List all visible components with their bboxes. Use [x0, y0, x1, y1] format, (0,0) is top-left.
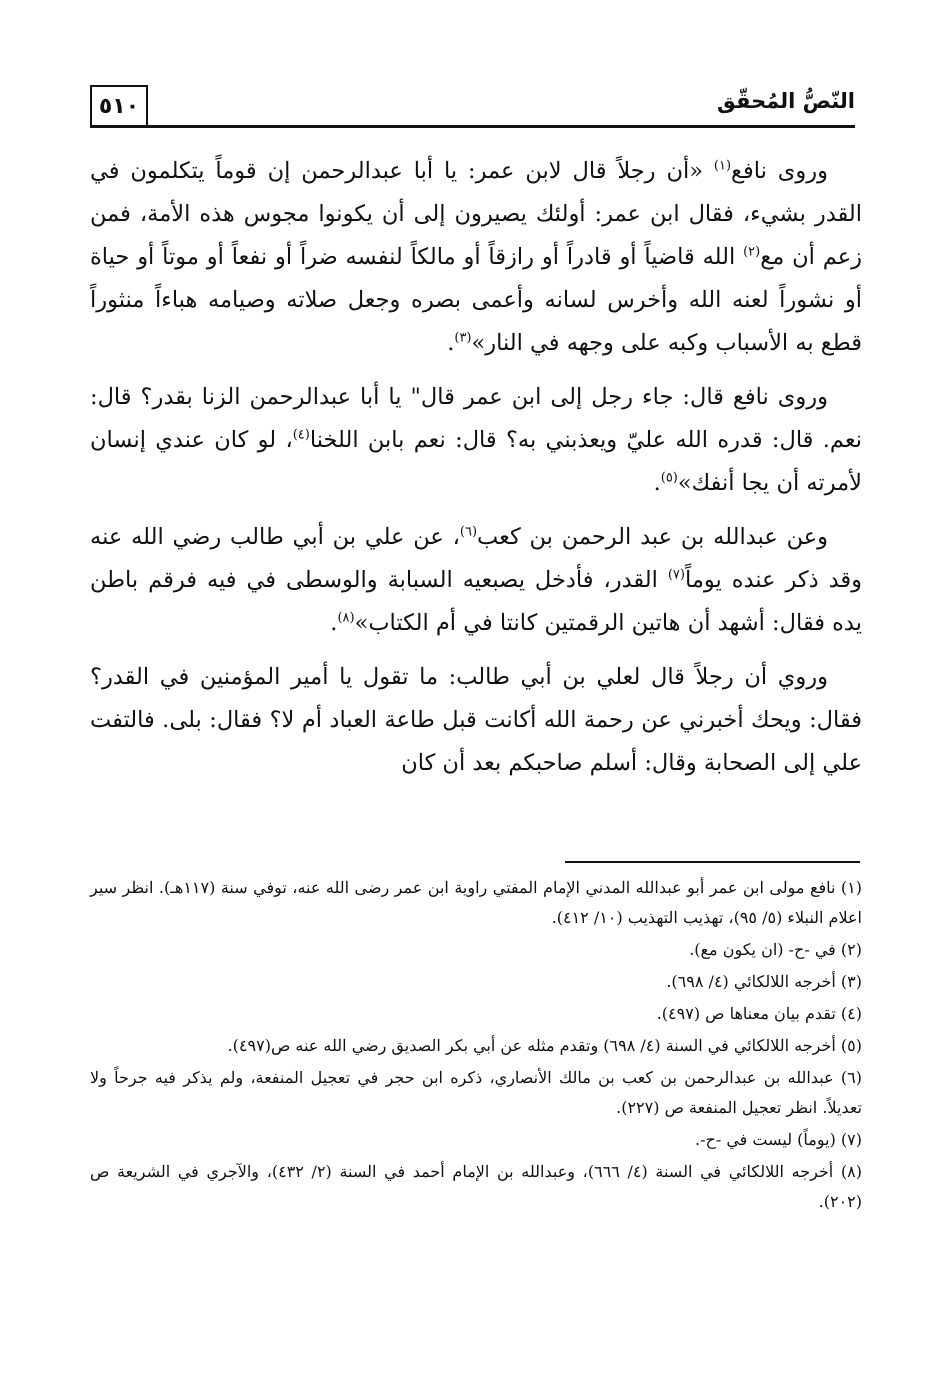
footnote-ref-3[interactable]: (٣) — [454, 330, 472, 346]
text-run: . — [653, 470, 661, 496]
footnote-4: (٤) تقدم بيان معناها ص (٤٩٧). — [656, 1004, 862, 1023]
footnote-3: (٣) أخرجه اللالكائي (٤/ ٦٩٨). — [666, 972, 862, 991]
text-run: وروى نافع — [731, 158, 828, 184]
text-run: ، لو كان عندي إنسان لأمرته أن يجا أنفك» — [90, 427, 862, 496]
footnote-ref-1[interactable]: (١) — [713, 158, 732, 174]
footnote-8: (٨) أخرجه اللالكائي في السنة (٤/ ٦٦٦)، وعبدالله بن الإمام أحمد في السنة (٢/ ٤٣٢)، والآجري في الشريعة ص (٢٠٢). — [90, 1162, 863, 1211]
text-run: وروى نافع قال: جاء رجل إلى ابن عمر قال" يا أبا عبدالرحمن الزنا بقدر؟ قال: نعم. قال: قدره الله عليّ ويعذبني به؟ قال: نعم بابن اللخنا — [90, 384, 862, 453]
footnote-1: (١) نافع مولى ابن عمر أبو عبدالله المدني الإمام المفتي راوية ابن عمر رضى الله عنه، توفي سنة (١١٧هـ). انظر سير اعلام النبلاء (٥/ ٩٥)، تهذيب التهذيب (١٠/ ٤١٢). — [90, 878, 862, 927]
footnote-6: (٦) عبدالله بن عبدالرحمن بن كعب بن مالك الأنصاري، ذكره ابن حجر في تعجيل المنفعة، ولم يذكر فيه جرحاً ولا تعديلاً. انظر تعجيل المنفعة ص (٢٢٧). — [90, 1068, 862, 1117]
text-run: . — [447, 330, 455, 356]
paragraph-1 — [90, 150, 862, 365]
footnote-ref-6[interactable]: (٦) — [459, 524, 478, 540]
footnote-ref-8[interactable]: (٨) — [337, 610, 355, 626]
page-header — [90, 85, 855, 129]
paragraph-4 — [90, 656, 862, 785]
footnote-2: (٢) في -ح- (ان يكون مع). — [689, 940, 862, 959]
text-run: القدر، فأدخل يصبعيه السبابة والوسطى في فيه فرقم باطن يده فقال: أشهد أن هاتين الرقمتين كانتا في أم الكتاب» — [90, 567, 862, 636]
footnote-ref-7[interactable]: (٧) — [667, 567, 685, 583]
text-run: وعن عبدالله بن عبد الرحمن بن كعب — [477, 524, 828, 550]
page-number: ٥١٠ — [90, 85, 148, 125]
text-run: ، عن علي بن أبي طالب رضي الله عنه وقد ذكر عنده يوماً — [90, 524, 863, 593]
header-rule — [90, 125, 855, 128]
footnotes — [90, 873, 862, 1219]
running-title: النّصُّ المُحقّق — [717, 89, 855, 113]
footnote-5: (٥) أخرجه اللالكائي في السنة (٤/ ٦٩٨) وتقدم مثله عن أبي بكر الصديق رضي الله عنه ص(٤٩٧). — [227, 1036, 862, 1055]
text-run: . — [330, 610, 338, 636]
paragraph-3 — [90, 516, 862, 645]
footnote-7: (٧) (يوماً) ليست في -ح-. — [695, 1130, 862, 1149]
paragraph-2 — [90, 376, 862, 505]
text-run: وروي أن رجلاً قال لعلي بن أبي طالب: ما تقول يا أمير المؤمنين في القدر؟ فقال: ويحك أخبرني عن رحمة الله أكانت قبل طاعة العباد أم لا؟ فقال: بلى. فالتفت علي إلى الصحابة وقال: أسلم صاحبكم بعد أن كان — [90, 664, 862, 776]
main-text — [90, 150, 862, 796]
footnote-separator — [565, 861, 860, 863]
text-run: الله قاضياً أو قادراً أو رازقاً أو مالكاً لنفسه ضراً أو نفعاً أو موتاً أو حياة أو نشوراً لعنه الله وأخرس لسانه وأعمى بصره وجعل صلاته وصيامه هباءاً منثوراً قطع به الأسباب وكبه على وجهه في النار» — [90, 244, 862, 356]
footnote-ref-5[interactable]: (٥) — [660, 470, 678, 486]
footnote-ref-4[interactable]: (٤) — [292, 427, 310, 443]
text-run: «أن رجلاً قال لابن عمر: يا أبا عبدالرحمن إن قوماً يتكلمون في القدر بشيء، فقال ابن عمر: أولئك يصيرون إلى أن يكونوا مجوس هذه الأمة، فمن زعم أن مع — [90, 158, 863, 270]
footnote-ref-2[interactable]: (٢) — [743, 244, 761, 260]
